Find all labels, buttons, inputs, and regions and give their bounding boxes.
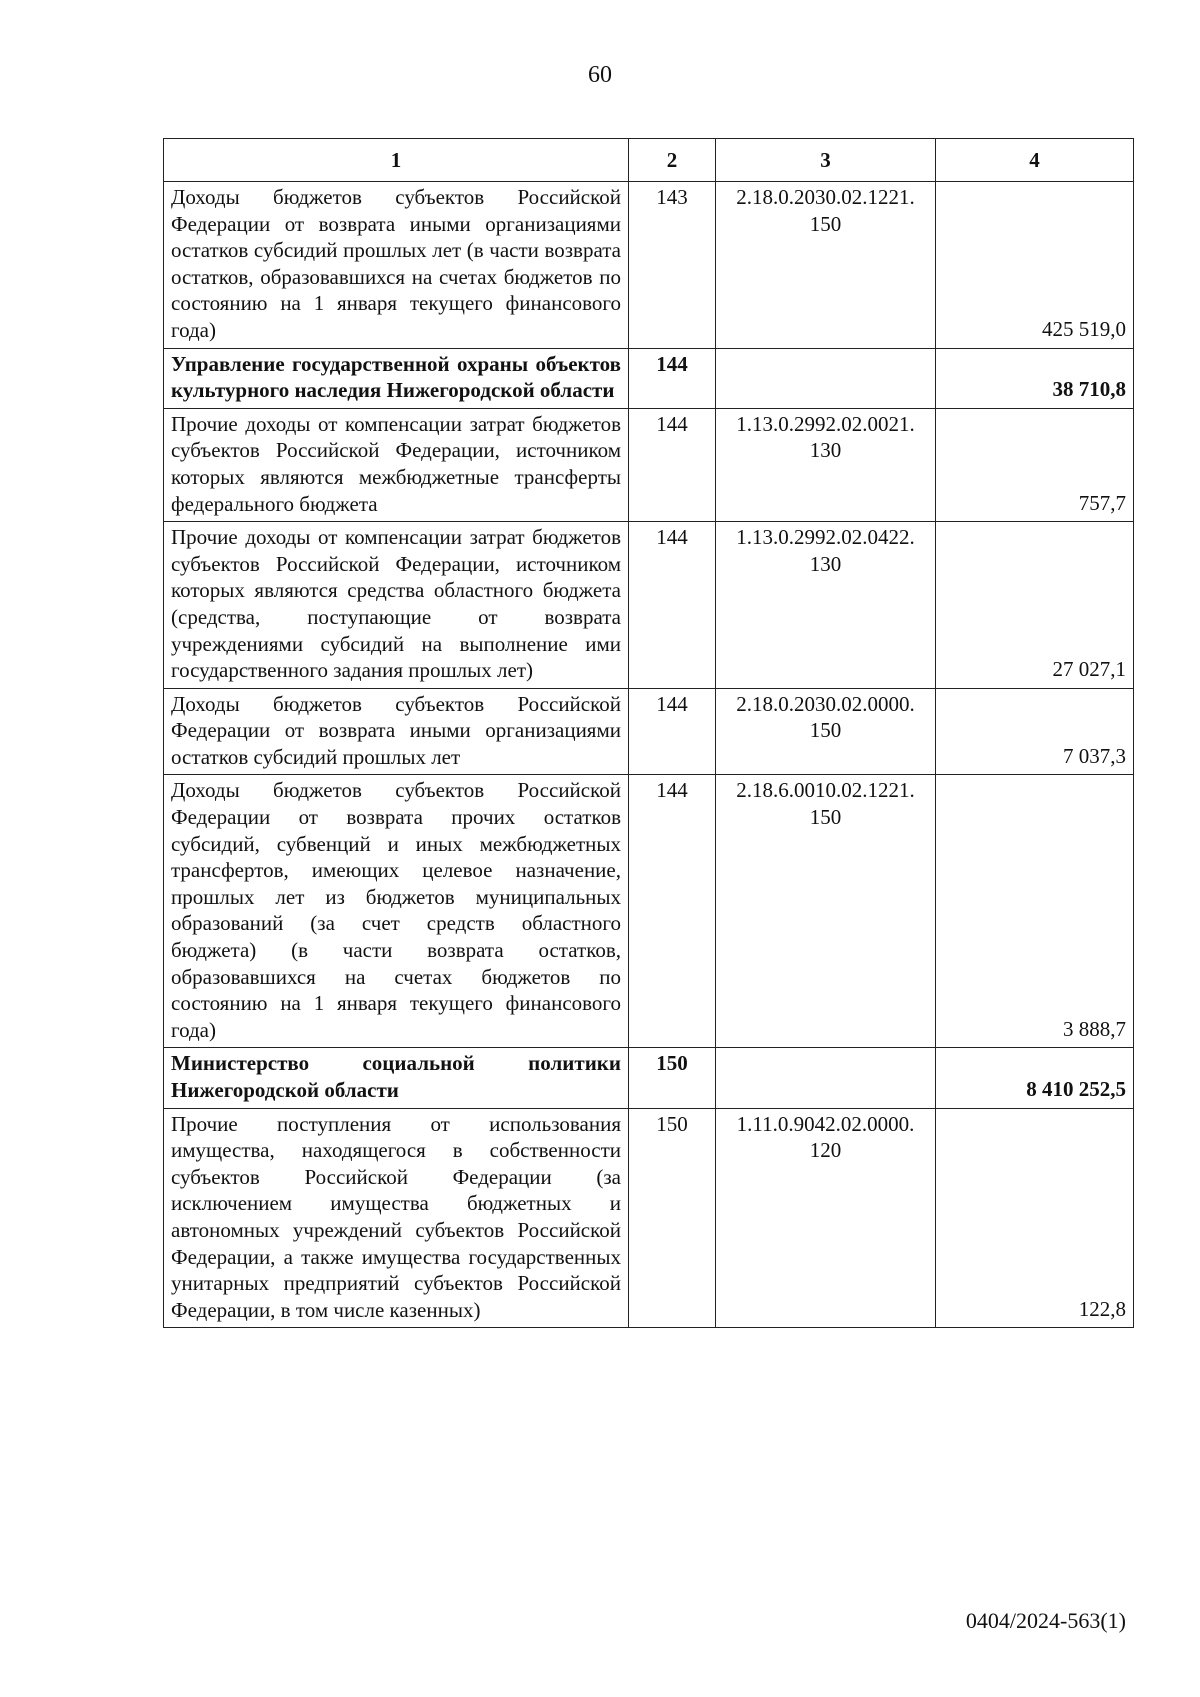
row-amount-cell: 757,7 [936, 408, 1134, 521]
row-name-cell: Доходы бюджетов субъектов Российской Федерации от возврата иными организациями остатков субсидий прошлых лет (в части возврата остатков, образовавшихся на счетах бюджетов по состоянию на 1 января текущего финансового года) [164, 182, 629, 349]
page-number: 60 [588, 62, 612, 88]
row-code-cell: 144 [629, 688, 716, 775]
table-row [164, 775, 1134, 1048]
table-row [164, 408, 1134, 521]
row-code-cell: 150 [629, 1108, 716, 1328]
table-row [164, 182, 1134, 349]
row-kbk-cell: 2.18.0.2030.02.1221. 150 [716, 182, 936, 349]
row-name-cell: Прочие поступления от использования имущества, находящегося в собственности субъектов Российской Федерации (за исключением имущества бюджетных и автономных учреждений субъектов Российской Федерации, а также имущества государственных унитарных предприятий субъектов Российской Федерации, в том числе казенных) [164, 1108, 629, 1328]
row-kbk-cell: 2.18.0.2030.02.0000. 150 [716, 688, 936, 775]
row-kbk-cell: 2.18.6.0010.02.1221. 150 [716, 775, 936, 1048]
row-amount-cell: 122,8 [936, 1108, 1134, 1328]
row-name-cell: Прочие доходы от компенсации затрат бюджетов субъектов Российской Федерации, источником которых являются средства областного бюджета (средства, поступающие от возврата учреждениями субсидий на выполнение ими государственного задания прошлых лет) [164, 522, 629, 689]
row-kbk-cell [716, 348, 936, 408]
row-amount-cell: 425 519,0 [936, 182, 1134, 349]
table-row-organization [164, 348, 1134, 408]
row-kbk-cell: 1.13.0.2992.02.0422. 130 [716, 522, 936, 689]
row-code-cell: 143 [629, 182, 716, 349]
row-code-cell: 144 [629, 408, 716, 521]
row-code-cell: 144 [629, 348, 716, 408]
row-amount-cell: 27 027,1 [936, 522, 1134, 689]
header-col-2: 2 [629, 139, 716, 182]
budget-table [163, 138, 1134, 1328]
table-header-row [164, 139, 1134, 182]
row-amount-cell: 7 037,3 [936, 688, 1134, 775]
row-kbk-cell: 1.13.0.2992.02.0021. 130 [716, 408, 936, 521]
row-code-cell: 150 [629, 1048, 716, 1108]
header-col-3: 3 [716, 139, 936, 182]
row-amount-cell: 38 710,8 [936, 348, 1134, 408]
row-name-cell: Доходы бюджетов субъектов Российской Федерации от возврата прочих остатков субсидий, субвенций и иных межбюджетных трансфертов, имеющих целевое назначение, прошлых лет из бюджетов муниципальных образований (за счет средств областного бюджета) (в части возврата остатков, образовавшихся на счетах бюджетов по состоянию на 1 января текущего финансового года) [164, 775, 629, 1048]
table-row [164, 688, 1134, 775]
header-col-1: 1 [164, 139, 629, 182]
row-code-cell: 144 [629, 522, 716, 689]
row-amount-cell: 8 410 252,5 [936, 1048, 1134, 1108]
row-kbk-cell: 1.11.0.9042.02.0000. 120 [716, 1108, 936, 1328]
row-name-cell: Прочие доходы от компенсации затрат бюджетов субъектов Российской Федерации, источником которых являются межбюджетные трансферты федерального бюджета [164, 408, 629, 521]
row-name-cell: Управление государственной охраны объектов культурного наследия Нижегородской области [164, 348, 629, 408]
row-kbk-cell [716, 1048, 936, 1108]
table-row [164, 1108, 1134, 1328]
header-col-4: 4 [936, 139, 1134, 182]
document-number: 0404/2024-563(1) [965, 1608, 1126, 1633]
table-body [164, 182, 1134, 1328]
row-amount-cell: 3 888,7 [936, 775, 1134, 1048]
table-row [164, 522, 1134, 689]
row-code-cell: 144 [629, 775, 716, 1048]
table-row-organization [164, 1048, 1134, 1108]
row-name-cell: Министерство социальной политики Нижегородской области [164, 1048, 629, 1108]
row-name-cell: Доходы бюджетов субъектов Российской Федерации от возврата иными организациями остатков субсидий прошлых лет [164, 688, 629, 775]
